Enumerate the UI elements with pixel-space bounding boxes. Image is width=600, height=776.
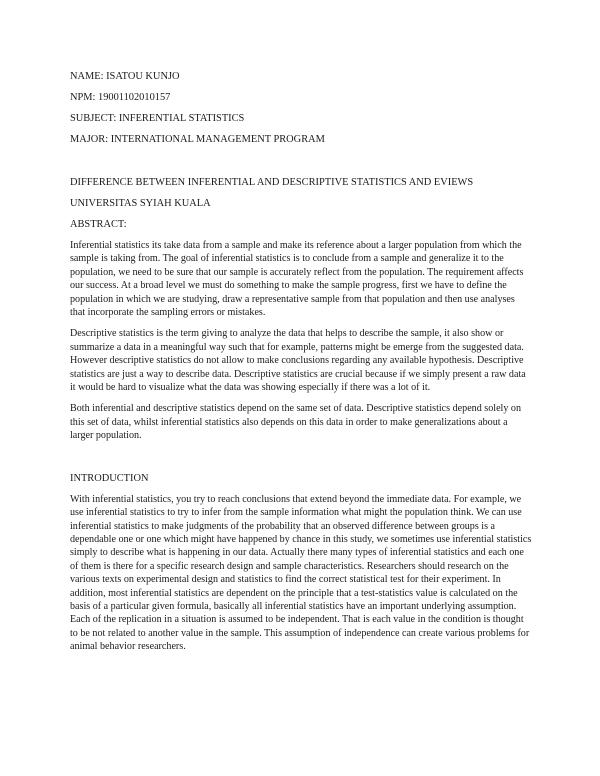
section-spacer <box>70 451 532 472</box>
major-line: MAJOR: INTERNATIONAL MANAGEMENT PROGRAM <box>70 134 325 145</box>
student-info <box>70 70 532 146</box>
abstract-paragraph: Inferential statistics its take data from a sample and make its reference about a larger population from which the sample is taking from. The goal of inferential statistics is to conclude from a sample and generalize it to the population, we need to be sure that our sample is accurately reflect from the population. The requirement affects our success. At a broad level we must do something to make the sample progress, first we have to define the population in which we are studying, draw a representative sample from that population and then use analyses that incorporate the sampling errors or mistakes. <box>70 240 524 319</box>
subject-line: SUBJECT: INFERENTIAL STATISTICS <box>70 113 245 124</box>
abstract-heading: ABSTRACT: <box>70 219 127 230</box>
introduction-paragraph: With inferential statistics, you try to reach conclusions that extend beyond the immediate data. For example, we use inferential statistics to try to infer from the sample information what might the population think. We can use inferential statistics to make judgments of the probability that an observed difference between groups is a dependable one or one which might have happened by chance in this study, we sometimes use inferential statistics simply to describe what is happening in our data. Actually there many types of inferential statistics and each one of them is there for a specific research design and sample characteristics. Researchers should research on the various texts on experimental design and statistics to find the correct statistical test for their experiment. In addition, most inferential statistics are dependent on the principle that a test-statistics value is calculated on the basis of a particular given formula, basically all inferential statistics have an important underlying assumption. Each of the replication in a situation is assumed to be independent. That is each value in the condition is thought to be not related to another value in the sample. This assumption of independence can create various problems for animal behavior researchers. <box>70 493 532 653</box>
abstract-paragraph: Both inferential and descriptive statistics depend on the same set of data. Descriptive statistics depend solely on this set of data, whilst inferential statistics also depends on this data in order to make generalizations about a larger population. <box>70 403 522 442</box>
abstract-paragraph: Descriptive statistics is the term giving to analyze the data that helps to describe the sample, it also show or summarize a data in a meaningful way such that for example, patterns might be emerge from the suggested data. However descriptive statistics do not allow to make conclusions regarding any available hypothesis. Descriptive statistics are just a way to describe data. Descriptive statistics are crucial because if we simply present a raw data it would be hard to visualize what the data was showing especially if there was a lot of it. <box>70 328 526 394</box>
document-title: DIFFERENCE BETWEEN INFERENTIAL AND DESCRIPTIVE STATISTICS AND EVIEWS <box>70 177 474 188</box>
student-name: NAME: ISATOU KUNJO <box>70 71 180 82</box>
document-page <box>70 70 532 662</box>
university-name: UNIVERSITAS SYIAH KUALA <box>70 198 211 209</box>
student-npm: NPM: 19001102010157 <box>70 92 171 103</box>
introduction-heading: INTRODUCTION <box>70 472 149 484</box>
